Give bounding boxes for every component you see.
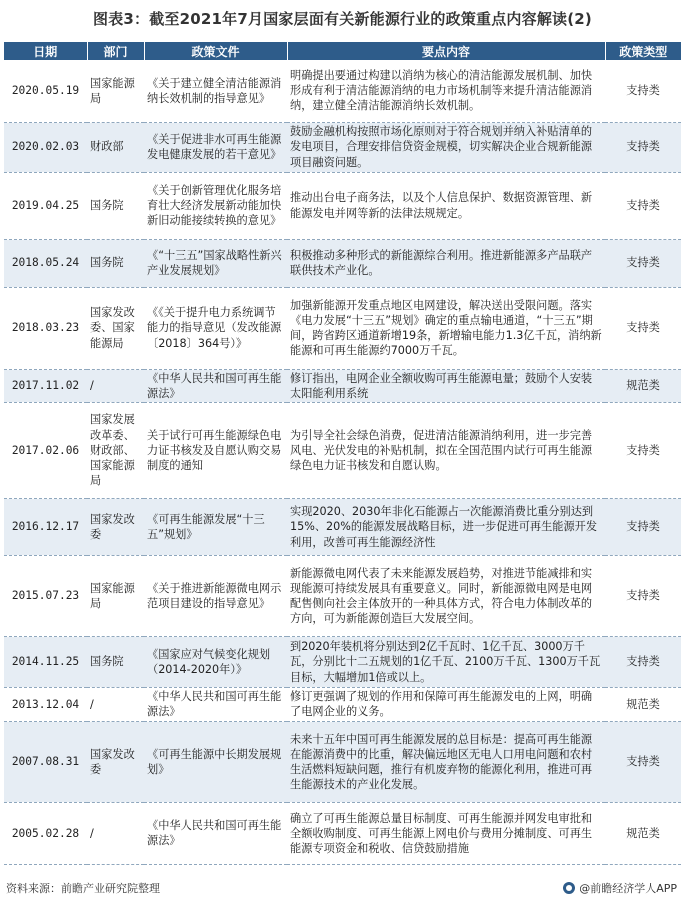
cell-date: 2013.12.04 (4, 687, 87, 721)
cell-date: 2017.11.02 (4, 369, 87, 402)
table-row (4, 172, 681, 239)
cell-content: 新能源微电网代表了未来能源发展趋势，对推进节能减排和实现能源可持续发展具有重要意义。同时，新能源微电网是电网配售侧向社会主体放开的一种具体方式，符合电力体制改革的方向，可为新能源创造巨大发展空间。 (287, 555, 605, 636)
cell-content: 明确提出要通过构建以消纳为核心的清洁能源发展机制、加快形成有利于清洁能源消纳的电力市场机制等来提升清洁能源消纳，建立健全清洁能源消纳长效机制。 (287, 60, 605, 122)
cell-content: 确立了可再生能源总量目标制度、可再生能源并网发电审批和全额收购制度、可再生能源上网电价与费用分摊制度、可再生能源专项资金和税收、信贷鼓励措施 (287, 802, 605, 864)
table-row (4, 60, 681, 122)
cell-content: 鼓励金融机构按照市场化原则对于符合规划并纳入补贴清单的发电项目，合理安排信贷资金规模，切实解决企业合规新能源项目融资问题。 (287, 122, 605, 172)
brand-logo-icon (563, 882, 575, 894)
cell-content: 到2020年装机将分别达到2亿千瓦时、1亿千瓦、3000万千瓦，分别比十二五规划的1亿千瓦、2100万千瓦、1300万千瓦目标，大幅增加1倍或以上。 (287, 636, 605, 687)
column-header-dept: 部门 (87, 42, 144, 60)
table-row (4, 402, 681, 498)
cell-dept: 国家发改委 (87, 498, 144, 555)
cell-doc: 《关于促进非水可再生能源发电健康发展的若干意见》 (144, 122, 287, 172)
cell-date: 2007.08.31 (4, 721, 87, 802)
chart-title: 图表3：截至2021年7月国家层面有关新能源行业的政策重点内容解读(2) (93, 10, 592, 28)
cell-type: 规范类 (605, 687, 681, 721)
cell-dept: 国务院 (87, 172, 144, 239)
cell-dept: / (87, 369, 144, 402)
cell-type: 支持类 (605, 239, 681, 287)
cell-dept: 国家能源局 (87, 555, 144, 636)
cell-doc: 《中华人民共和国可再生能源法》 (144, 687, 287, 721)
cell-dept: 国家发改委 (87, 721, 144, 802)
cell-date: 2017.02.06 (4, 402, 87, 498)
cell-doc: 《关于建立健全清洁能源消纳长效机制的指导意见》 (144, 60, 287, 122)
policy-table (4, 42, 681, 865)
cell-type: 支持类 (605, 721, 681, 802)
cell-doc: 《“十三五”国家战略性新兴产业发展规划》 (144, 239, 287, 287)
cell-type: 支持类 (605, 402, 681, 498)
cell-type: 支持类 (605, 287, 681, 369)
cell-content: 修订更强调了规划的作用和保障可再生能源发电的上网，明确了电网企业的义务。 (287, 687, 605, 721)
cell-doc: 《可再生能源发展“十三五”规划》 (144, 498, 287, 555)
cell-date: 2018.05.24 (4, 239, 87, 287)
cell-date: 2018.03.23 (4, 287, 87, 369)
table-row (4, 555, 681, 636)
cell-doc: 关于试行可再生能源绿色电力证书核发及自愿认购交易制度的通知 (144, 402, 287, 498)
cell-type: 支持类 (605, 636, 681, 687)
cell-dept: 国家发改委、国家能源局 (87, 287, 144, 369)
cell-dept: 国务院 (87, 239, 144, 287)
cell-content: 修订指出，电网企业全额收购可再生能源电量；鼓励个人安装太阳能利用系统 (287, 369, 605, 402)
cell-date: 2020.05.19 (4, 60, 87, 122)
table-row (4, 721, 681, 802)
cell-content: 推动出台电子商务法，以及个人信息保护、数据资源管理、新能源发电并网等新的法律法规规定。 (287, 172, 605, 239)
cell-doc: 《《关于提升电力系统调节能力的指导意见（发改能源〔2018〕364号）》 (144, 287, 287, 369)
brand-credit (563, 880, 677, 896)
table-header-row (4, 42, 681, 60)
cell-date: 2014.11.25 (4, 636, 87, 687)
cell-date: 2016.12.17 (4, 498, 87, 555)
cell-dept: 国家发展改革委、财政部、国家能源局 (87, 402, 144, 498)
cell-type: 规范类 (605, 369, 681, 402)
cell-type: 支持类 (605, 60, 681, 122)
cell-date: 2019.04.25 (4, 172, 87, 239)
cell-type: 支持类 (605, 555, 681, 636)
cell-dept: 国家能源局 (87, 60, 144, 122)
cell-type: 支持类 (605, 498, 681, 555)
table-row (4, 498, 681, 555)
cell-dept: / (87, 802, 144, 864)
table-row (4, 802, 681, 864)
cell-doc: 《可再生能源中长期发展规划》 (144, 721, 287, 802)
cell-doc: 《中华人民共和国可再生能源法》 (144, 802, 287, 864)
table-row (4, 636, 681, 687)
column-header-content: 要点内容 (287, 42, 605, 60)
cell-doc: 《关于推进新能源微电网示范项目建设的指导意见》 (144, 555, 287, 636)
cell-date: 2015.07.23 (4, 555, 87, 636)
cell-doc: 《中华人民共和国可再生能源法》 (144, 369, 287, 402)
cell-dept: 国务院 (87, 636, 144, 687)
cell-type: 支持类 (605, 172, 681, 239)
cell-doc: 《国家应对气候变化规划（2014-2020年）》 (144, 636, 287, 687)
column-header-doc: 政策文件 (144, 42, 287, 60)
brand-text: @前瞻经济学人APP (579, 882, 677, 895)
cell-content: 积极推动多种形式的新能源综合利用。推进新能源多产品联产联供技术产业化。 (287, 239, 605, 287)
cell-type: 支持类 (605, 122, 681, 172)
cell-dept: / (87, 687, 144, 721)
cell-content: 加强新能源开发重点地区电网建设，解决送出受限问题。落实《电力发展“十三五”规划》确定的重点输电通道，“十三五”期间，跨省跨区通道新增19条，新增输电能力1.3亿千瓦，消纳新能源和可再生能源约7000万千瓦。 (287, 287, 605, 369)
cell-date: 2020.02.03 (4, 122, 87, 172)
cell-type: 规范类 (605, 802, 681, 864)
table-row (4, 122, 681, 172)
cell-date: 2005.02.28 (4, 802, 87, 864)
source-note: 资料来源：前瞻产业研究院整理 (6, 882, 160, 895)
table-row (4, 687, 681, 721)
column-header-date: 日期 (4, 42, 87, 60)
cell-dept: 财政部 (87, 122, 144, 172)
table-row (4, 239, 681, 287)
table-row (4, 287, 681, 369)
cell-content: 未来十五年中国可再生能源发展的总目标是：提高可再生能源在能源消费中的比重，解决偏远地区无电人口用电问题和农村生活燃料短缺问题，推行有机废弃物的能源化利用，推进可再生能源技术的产业化发展。 (287, 721, 605, 802)
column-header-type: 政策类型 (605, 42, 681, 60)
table-row (4, 369, 681, 402)
cell-content: 实现2020、2030年非化石能源占一次能源消费比重分别达到15%、20%的能源发展战略目标，进一步促进可再生能源开发利用，改善可再生能源经济性 (287, 498, 605, 555)
cell-content: 为引导全社会绿色消费，促进清洁能源消纳利用，进一步完善风电、光伏发电的补贴机制，拟在全国范围内试行可再生能源绿色电力证书核发和自愿认购。 (287, 402, 605, 498)
cell-doc: 《关于创新管理优化服务培育壮大经济发展新动能加快新旧动能接续转换的意见》 (144, 172, 287, 239)
